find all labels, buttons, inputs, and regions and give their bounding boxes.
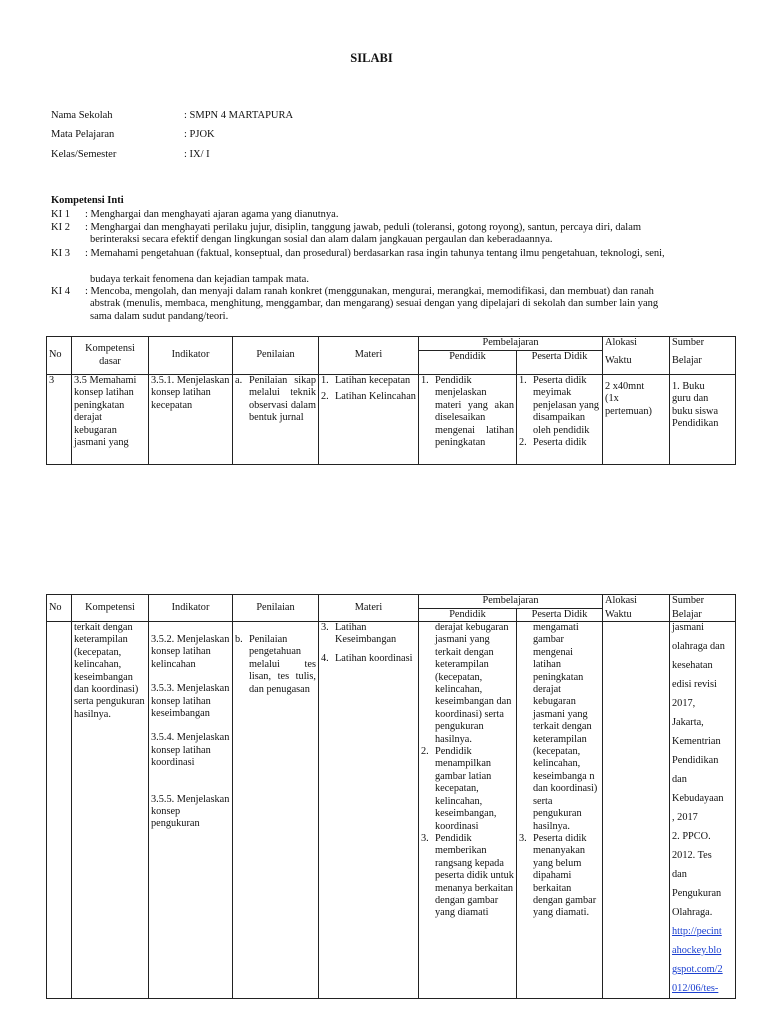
cell-penilaian: a. Penilaian sikap melalui teknik observasi dalam bentuk jurnal [233,375,319,465]
ki-2-code: KI 2 [51,222,70,233]
cell-no: 3 [47,375,72,465]
info-value-class: : IX/ I [184,149,210,160]
header-pembelajaran: Pembelajaran [419,595,603,609]
source-link[interactable]: http://pecint ahockey.blo gspot.com/2 012/06/tes- [672,926,723,994]
cell-indikator: 3.5.1. Menjelaskan konsep latihan kecepatan [149,375,233,465]
cell-no [47,622,72,999]
header-kd: Kompetensi dasar [72,337,149,375]
cell-sumber: 1. Buku guru dan buku siswa Pendidikan [670,375,736,465]
ki-3-text-cont: budaya terkait fenomena dan kejadian tampak mata. [90,274,309,285]
header-indikator: Indikator [149,595,233,622]
silabus-table-page-2 [46,594,736,999]
header-penilaian: Penilaian [233,595,319,622]
cell-materi: 1. Latihan kecepatan 2. Latihan Kelincahan [319,375,419,465]
header-alokasi: Alokasi Waktu [603,595,670,622]
info-value-subject: : PJOK [184,129,215,140]
ki-heading: Kompetensi Inti [51,195,124,206]
cell-materi: 3. Latihan Keseimbangan 4. Latihan koordinasi [319,622,419,999]
cell-penilaian: b. Penilaian pengetahuan melalui tes lisan, tes tulis, dan penugasan [233,622,319,999]
cell-peserta: mengamati gambar mengenai latihan peningkatan derajat kebugaran jasmani yang terkait dengan keterampilan (kecepatan, kelincahan, keseimbanga n dan koordinasi) serta pengukuran hasilnya. 3. Peserta didik menanyakan yang belum dipahami berkaitan dengan gambar yang diamati. [517,622,603,999]
info-label-school: Nama Sekolah [51,110,113,121]
cell-kd: 3.5 Memahami konsep latihan peningkatan derajat kebugaran jasmani yang [72,375,149,465]
silabus-table-page-1 [46,336,736,465]
header-pembelajaran: Pembelajaran [419,337,603,351]
table-row [47,622,736,999]
header-no: No [47,595,72,622]
info-value-school: : SMPN 4 MARTAPURA [184,110,294,121]
header-materi: Materi [319,337,419,375]
header-indikator: Indikator [149,337,233,375]
ki-4-code: KI 4 [51,286,70,297]
cell-kd: terkait dengan keterampilan (kecepatan, kelincahan, keseimbangan dan koordinasi) serta pengukuran hasilnya. [72,622,149,999]
cell-alokasi: 2 x40mnt (1x pertemuan) [603,375,670,465]
ki-3-code: KI 3 [51,248,70,259]
info-label-subject: Mata Pelajaran [51,129,115,140]
header-peserta: Peserta Didik [517,608,603,622]
header-sumber: Sumber Belajar [670,337,736,375]
header-sumber: Sumber Belajar [670,595,736,622]
header-penilaian: Penilaian [233,337,319,375]
header-materi: Materi [319,595,419,622]
document-title: SILABI [350,51,393,65]
cell-alokasi [603,622,670,999]
ki-4-text: : Mencoba, mengolah, dan menyaji dalam ranah konkret (menggunakan, mengurai, merangkai, memodifikasi, dan membuat) dan ranah abstrak (menulis, membaca, menghitung, menggambar, dan mengarang) sesuai dengan yang dipelajari di sekolah dan sumber lain yang sama dalam sudut pandang/teori. [85,286,659,322]
header-peserta: Peserta Didik [517,351,603,375]
cell-pendidik: derajat kebugaran jasmani yang terkait dengan keterampilan (kecepatan, kelincahan, keseimbangan dan koordinasi) serta pengukuran hasilnya. 2. Pendidik menampilkan gambar latian kecepatan, kelincahan, keseimbangan, koordinasi 3. Pendidik memberikan rangsang kepada peserta didik untuk menanya berkaitan dengan gambar yang diamati [419,622,517,999]
header-kd: Kompetensi [72,595,149,622]
ki-1-text: : Menghargai dan menghayati ajaran agama yang dianutnya. [85,209,339,220]
header-pendidik: Pendidik [419,351,517,375]
header-pendidik: Pendidik [419,608,517,622]
cell-peserta: 1. Peserta didik meyimak penjelasan yang disampaikan oleh pendidik 2. Peserta didik [517,375,603,465]
ki-3-text: : Memahami pengetahuan (faktual, konseptual, dan prosedural) berdasarkan rasa ingin tahunya tentang ilmu pengetahuan, teknologi, seni, [85,248,665,259]
header-no: No [47,337,72,375]
cell-pendidik: 1. Pendidik menjelaskan materi yang akan diselesaikan mengenai latihan peningkatan [419,375,517,465]
header-alokasi: Alokasi Waktu [603,337,670,375]
cell-indikator: 3.5.2. Menjelaskan konsep latihan kelincahan 3.5.3. Menjelaskan konsep latihan keseimbangan 3.5.4. Menjelaskan konsep latihan koordinasi 3.5.5. Menjelaskan konsep pengukuran [149,622,233,999]
table-row [47,375,736,465]
ki-2-text: : Menghargai dan menghayati perilaku jujur, disiplin, tanggung jawab, peduli (toleransi, gotong royong), santun, percaya diri, dalam berinteraksi secara efektif dengan lingkungan sosial dan alam dalam jangkauan pergaulan dan keberadaannya. [85,222,642,246]
cell-sumber: jasmani olahraga dan kesehatan edisi revisi 2017, Jakarta, Kementrian Pendidikan dan Kebudayaan , 2017 2. PPCO. 2012. Tes dan Pengukuran Olahraga. http://pecint ahockey.blo gspot.com/2 012/06/tes- [670,622,736,999]
info-label-class: Kelas/Semester [51,149,117,160]
ki-1-code: KI 1 [51,209,70,220]
